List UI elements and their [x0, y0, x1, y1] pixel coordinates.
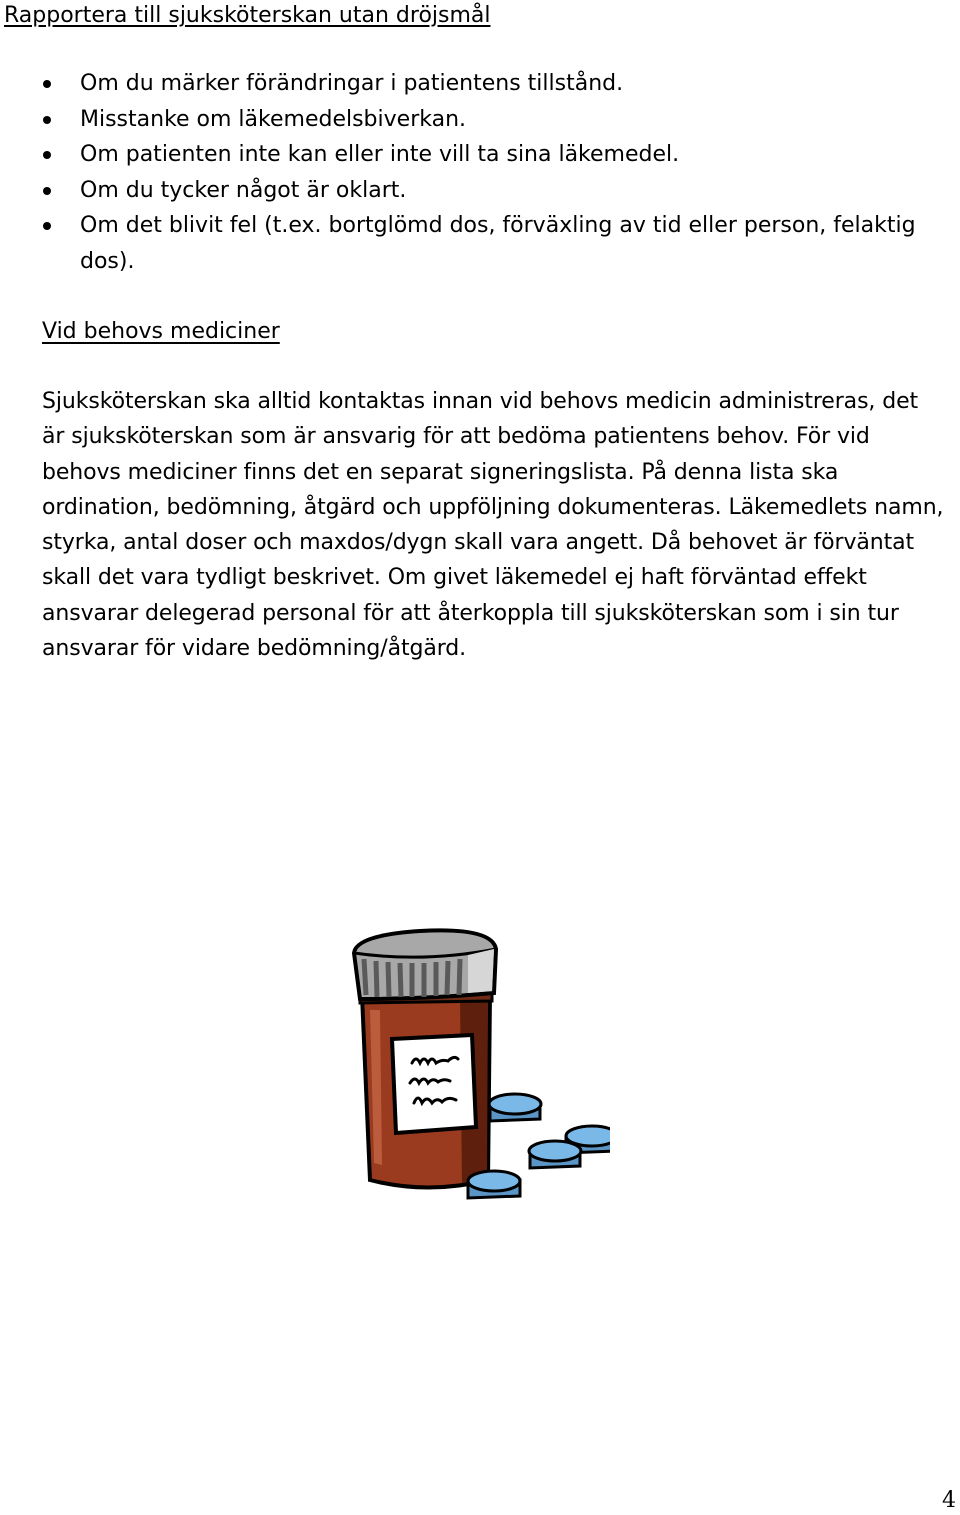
list-item [80, 102, 920, 138]
page-heading: Rapportera till sjuksköterskan utan dröjsmål [4, 3, 491, 28]
bullet-icon [43, 116, 51, 124]
list-item-text: Misstanke om läkemedelsbiverkan. [80, 106, 467, 132]
pill-bottle-icon [340, 915, 610, 1215]
bullet-icon [43, 151, 51, 159]
list-item-text: Om du märker förändringar i patientens tillstånd. [80, 71, 624, 96]
bullet-icon [43, 80, 51, 88]
report-list [80, 66, 920, 279]
bullet-icon [43, 187, 51, 195]
body-paragraph: Sjuksköterskan ska alltid kontaktas innan vid behovs medicin administreras, det är sjuksköterskan som är ansvarig för att bedöma patientens behov. För vid behovs mediciner finns det en separat signeringslista. På denna lista ska ordination, bedömning, åtgärd och uppföljning dokumenteras. Läkemedlets namn, styrka, antal doser och maxdos/dygn skall vara angett. Då behovet är förväntat skall det vara tydligt beskrivet. Om givet läkemedel ej haft förväntad effekt ansvarar delegerad personal för att återkoppla till sjuksköterskan som i sin tur ansvarar för vidare bedömning/åtgärd. [42, 389, 944, 662]
bullet-icon [43, 222, 51, 230]
list-item-text: Om du tycker något är oklart. [80, 177, 407, 203]
list-item [80, 137, 920, 173]
list-item [80, 66, 920, 102]
list-item [80, 208, 920, 279]
page-number: 4 [942, 1488, 956, 1513]
list-item-text: Om patienten inte kan eller inte vill ta sina läkemedel. [80, 142, 680, 167]
list-item-text: Om det blivit fel (t.ex. bortglömd dos, förväxling av tid eller person, felaktig dos). [80, 213, 916, 274]
list-item [80, 173, 920, 209]
section-heading: Vid behovs mediciner [42, 319, 280, 344]
